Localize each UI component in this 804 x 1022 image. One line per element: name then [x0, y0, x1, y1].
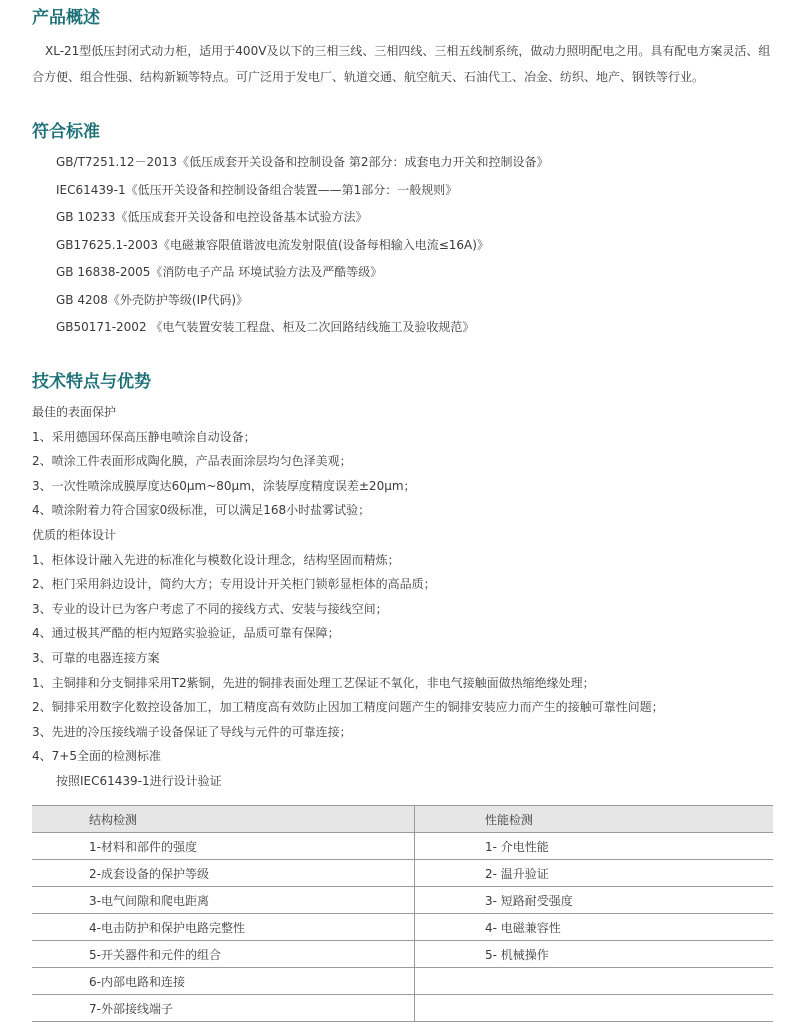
table-row — [32, 941, 773, 968]
feature-item: 2、喷涂工件表面形成陶化膜，产品表面涂层均匀色泽美观； — [32, 454, 352, 469]
table-cell: 2-成套设备的保护等级 — [32, 860, 415, 887]
table-cell: 4-电击防护和保护电路完整性 — [32, 914, 415, 941]
standard-item: GB50171-2002 《电气装置安装工程盘、柜及二次回路结线施工及验收规范》 — [56, 320, 475, 334]
feature-item: 2、铜排采用数字化数控设备加工，加工精度高有效防止因加工精度问题产生的铜排安装应力而产生的接触可靠性问题； — [32, 700, 664, 715]
table-cell: 3- 短路耐受强度 — [415, 887, 774, 914]
standard-item: GB 4208《外壳防护等级(IP代码)》 — [56, 292, 249, 307]
feature-note: 按照IEC61439-1进行设计验证 — [56, 773, 222, 788]
feature-item: 4、通过极其严酷的柜内短路实验验证，品质可靠有保障； — [32, 626, 340, 641]
feature-item: 3、先进的冷压接线端子设备保证了导线与元件的可靠连接； — [32, 724, 352, 739]
features-list — [32, 400, 664, 794]
standard-item: GB 16838-2005《消防电子产品 环境试验方法及严酷等级》 — [56, 265, 383, 279]
feature-item: 3、一次性喷涂成膜厚度达60μm~80μm，涂装厚度精度误差±20μm； — [32, 478, 416, 493]
table-row — [32, 833, 773, 860]
table-row — [32, 914, 773, 941]
column-header-performance: 性能检测 — [415, 806, 774, 833]
table-row — [32, 887, 773, 914]
feature-subheading: 最佳的表面保护 — [32, 405, 117, 419]
table-cell: 5-开关器件和元件的组合 — [32, 941, 415, 968]
standards-heading: 符合标准 — [32, 122, 100, 142]
features-heading: 技术特点与优势 — [32, 372, 151, 392]
feature-item: 3、专业的设计已为客户考虑了不同的接线方式、安装与接线空间； — [32, 601, 388, 616]
table-cell: 2- 温升验证 — [415, 860, 774, 887]
feature-item: 1、采用德国环保高压静电喷涂自动设备； — [32, 429, 256, 444]
standard-item: GB 10233《低压成套开关设备和电控设备基本试验方法》 — [56, 210, 368, 224]
feature-item: 4、喷涂附着力符合国家0级标准，可以满足168小时盐雾试验； — [32, 503, 371, 518]
table-row — [32, 860, 773, 887]
feature-item: 1、主铜排和分支铜排采用T2紫铜，先进的铜排表面处理工艺保证不氧化，非电气接触面做热缩绝缘处理； — [32, 675, 595, 690]
feature-item: 4、7+5全面的检测标准 — [32, 749, 161, 764]
table-cell: 6-内部电路和连接 — [32, 968, 415, 995]
overview-heading: 产品概述 — [32, 8, 100, 28]
table-cell: 4- 电磁兼容性 — [415, 914, 774, 941]
standard-item: GB/T7251.12－2013《低压成套开关设备和控制设备 第2部分：成套电力开关和控制设备》 — [56, 155, 549, 169]
table-row — [32, 995, 773, 1022]
table-cell: 5- 机械操作 — [415, 941, 774, 968]
test-table — [32, 805, 773, 1022]
table-cell: 3-电气间隙和爬电距离 — [32, 887, 415, 914]
table-cell: 1-材料和部件的强度 — [32, 833, 415, 860]
feature-subheading: 优质的柜体设计 — [32, 527, 117, 542]
column-header-structural: 结构检测 — [32, 806, 415, 833]
feature-item: 1、柜体设计融入先进的标准化与模数化设计理念，结构坚固而精炼； — [32, 552, 400, 567]
feature-item: 2、柜门采用斜边设计，简约大方；专用设计开关柜门锁彰显柜体的高品质； — [32, 577, 436, 592]
table-cell: 7-外部接线端子 — [32, 995, 415, 1022]
table-cell: 1- 介电性能 — [415, 833, 774, 860]
standard-item: IEC61439-1《低压开关设备和控制设备组合装置——第1部分：一般规则》 — [56, 182, 458, 197]
standards-list — [56, 150, 549, 343]
table-header-row — [32, 806, 773, 833]
overview-text: XL-21型低压封闭式动力柜，适用于400V及以下的三相三线、三相四线、三相五线制系统，做动力照明配电之用。具有配电方案灵活、组合方便、组合性强、结构新颖等特点。可广泛用于发电厂、轨道交通、航空航天、石油代工、冶金、纺织、地产、钢铁等行业。 — [32, 44, 771, 84]
standard-item: GB17625.1-2003《电磁兼容限值谐波电流发射限值(设备每相输入电流≤16A)》 — [56, 237, 489, 252]
feature-subheading: 3、可靠的电器连接方案 — [32, 650, 160, 665]
table-cell — [415, 995, 774, 1022]
table-row — [32, 968, 773, 995]
table-cell — [415, 968, 774, 995]
